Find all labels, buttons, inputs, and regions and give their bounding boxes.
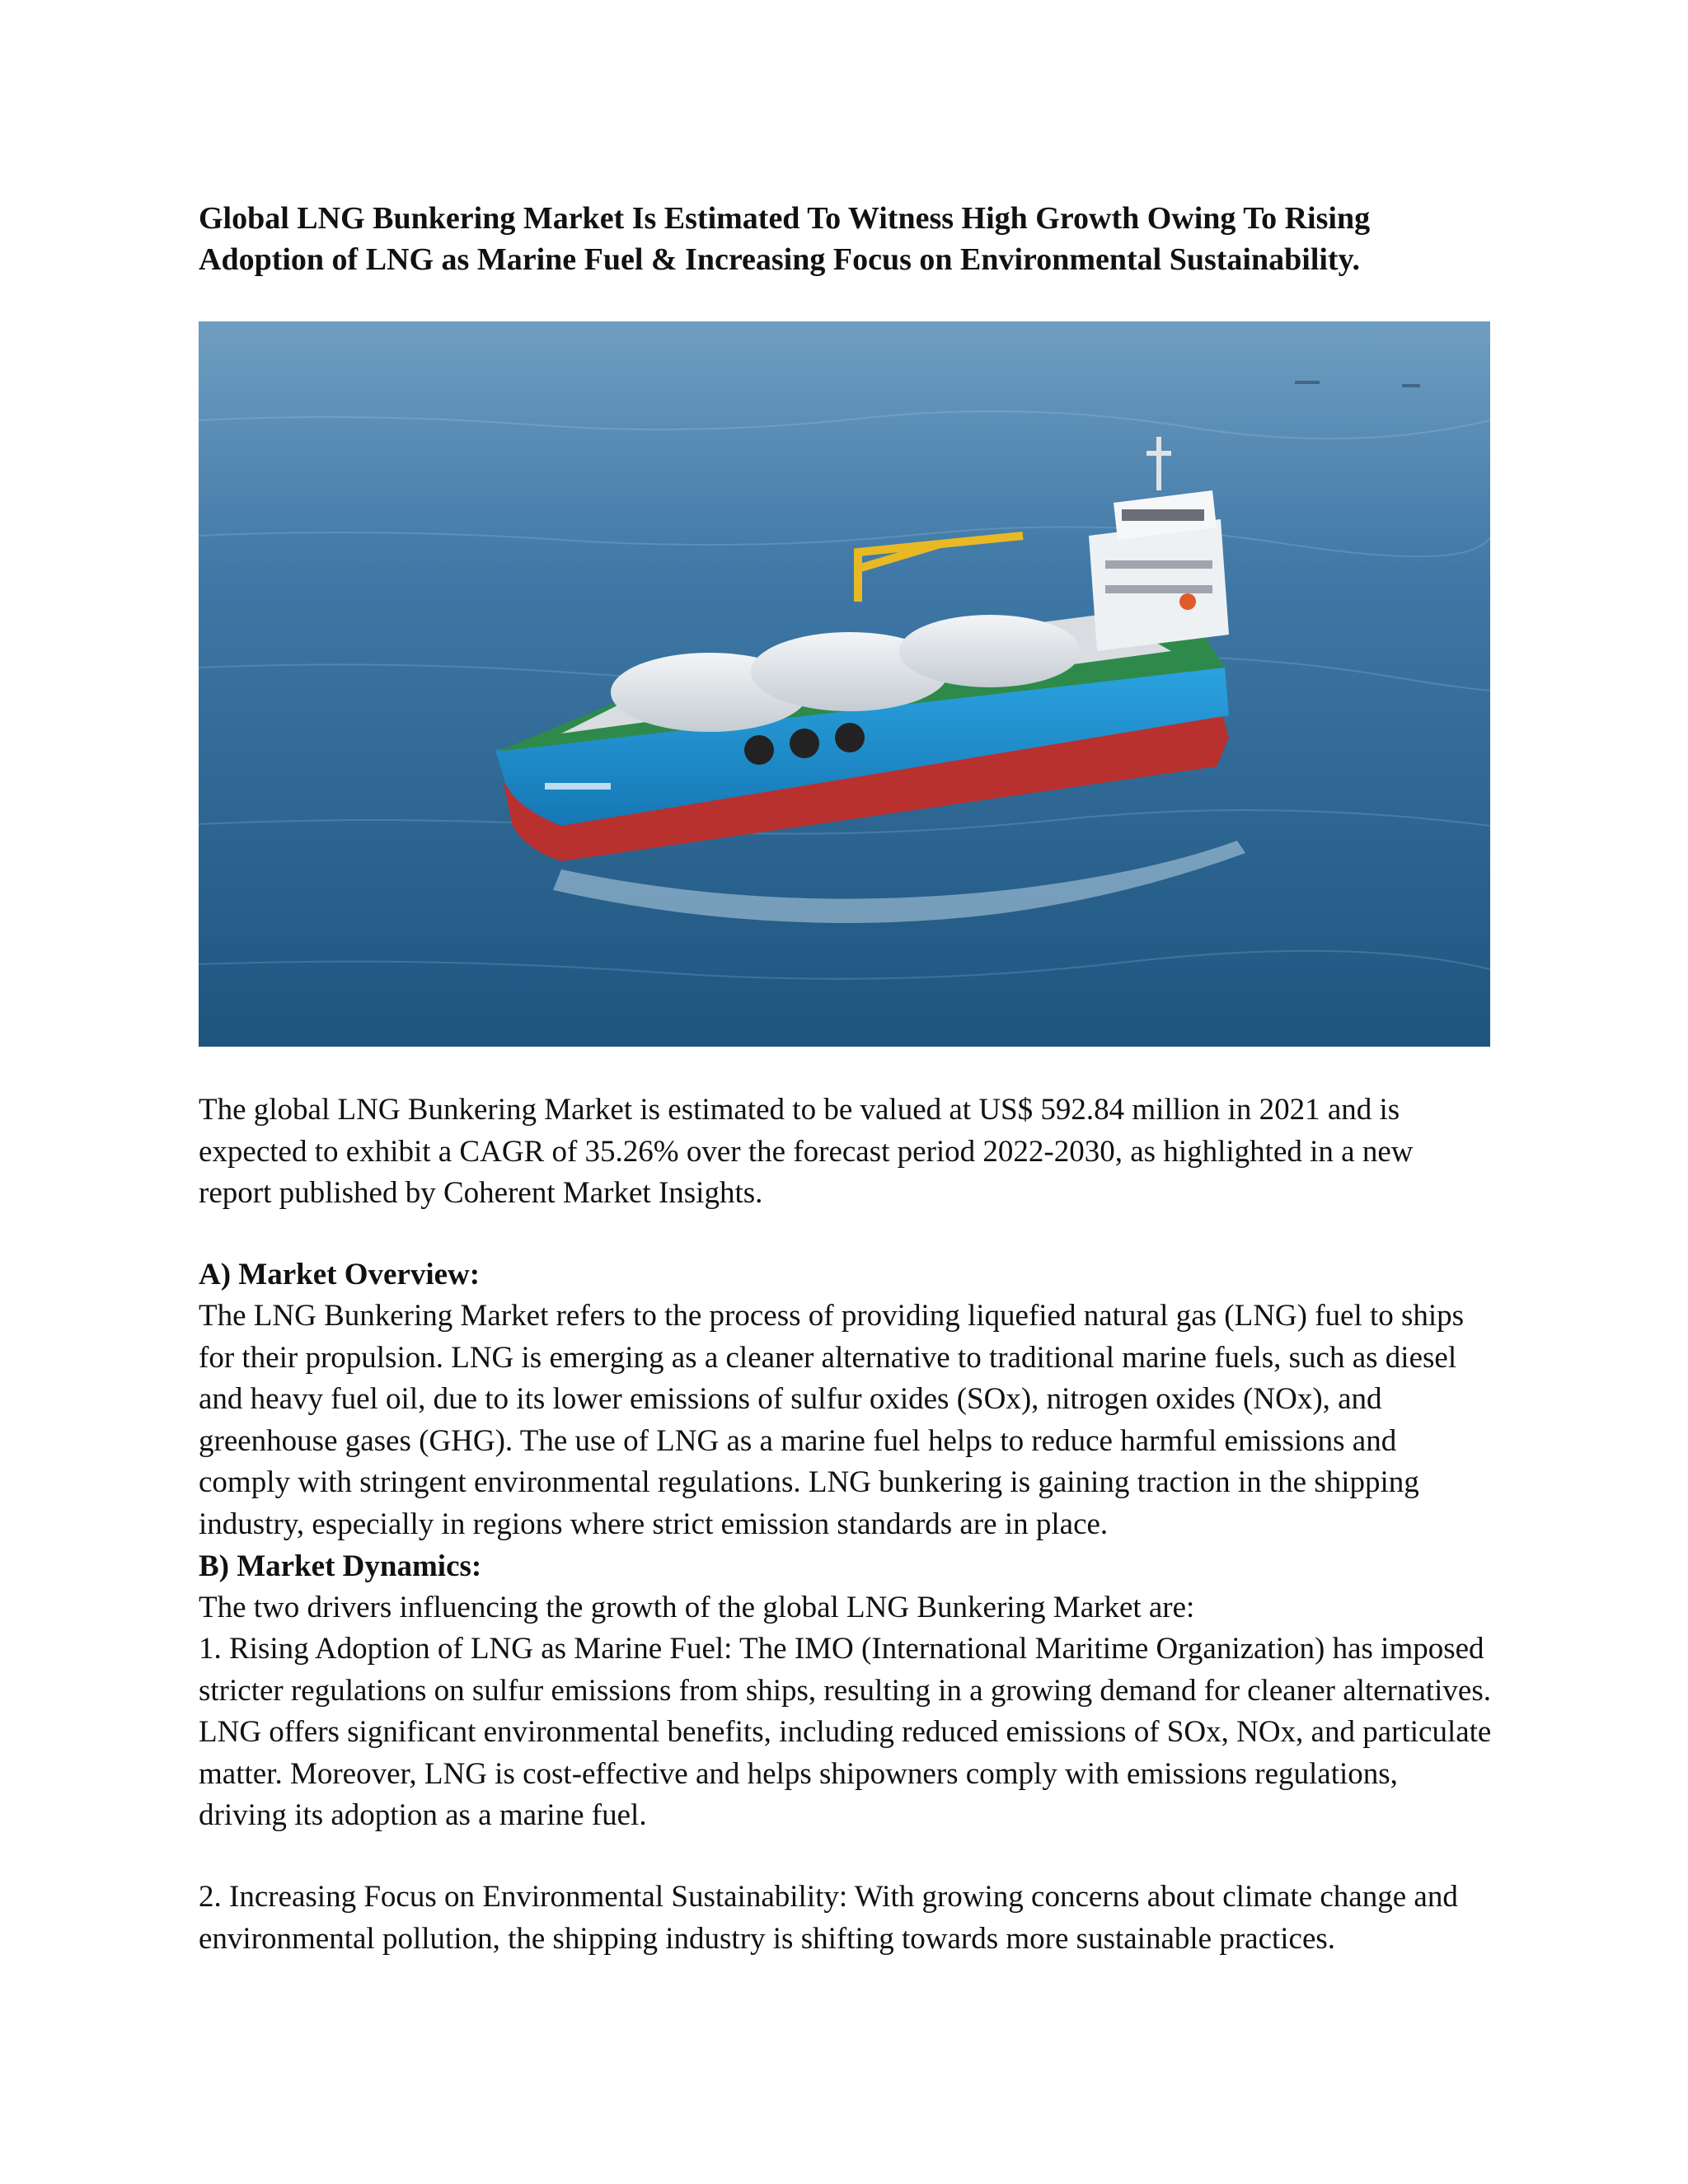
- ship-photo: [199, 321, 1490, 1047]
- section-a-heading: A) Market Overview:: [199, 1258, 481, 1291]
- bow-name-plate: [545, 783, 611, 790]
- distant-ship: [1402, 384, 1420, 387]
- section-b-heading: B) Market Dynamics:: [199, 1549, 482, 1583]
- driver-item: 2. Increasing Focus on Environmental Sustainability: With growing concerns about climate change and environmental pollution, the shipping industry is shifting towards more sustainable practices.: [199, 1880, 1458, 1956]
- section-b-intro: The two drivers influencing the growth of the global LNG Bunkering Market are:: [199, 1591, 1195, 1624]
- lng-bunkering-vessel-illustration: [199, 321, 1490, 1047]
- driver-item: 1. Rising Adoption of LNG as Marine Fuel: The IMO (International Maritime Organization) has imposed stricter regulations on sulfur emissions from ships, resulting in a growing demand for cleaner alternatives. LNG offers significant environmental benefits, including reduced emissions of SOx, NOx, and particulate matter. Moreover, LNG is cost-effective and helps shipowners comply with emissions regulations, driving its adoption as a marine fuel.: [199, 1632, 1492, 1832]
- document-title: Global LNG Bunkering Market Is Estimated To Witness High Growth Owing To Rising Adoption of LNG as Marine Fuel & Increasing Focus on Environmental Sustainability.: [199, 201, 1371, 277]
- distant-ship: [1295, 381, 1320, 384]
- intro-paragraph: The global LNG Bunkering Market is estimated to be valued at US$ 592.84 million in 2021 and is expected to exhibit a CAGR of 35.26% over the forecast period 2022-2030, as highlighted in a new report published by Coherent Market Insights.: [199, 1093, 1414, 1210]
- section-a-paragraph: The LNG Bunkering Market refers to the process of providing liquefied natural gas (LNG) fuel to ships for their propulsion. LNG is emerging as a cleaner alternative to traditional marine fuels, such as diesel and heavy fuel oil, due to its lower emissions of sulfur oxides (SOx), nitrogen oxides (NOx), and greenhouse gases (GHG). The use of LNG as a marine fuel helps to reduce harmful emissions and comply with stringent environmental regulations. LNG bunkering is gaining traction in the shipping industry, especially in regions where strict emission standards are in place.: [199, 1299, 1465, 1541]
